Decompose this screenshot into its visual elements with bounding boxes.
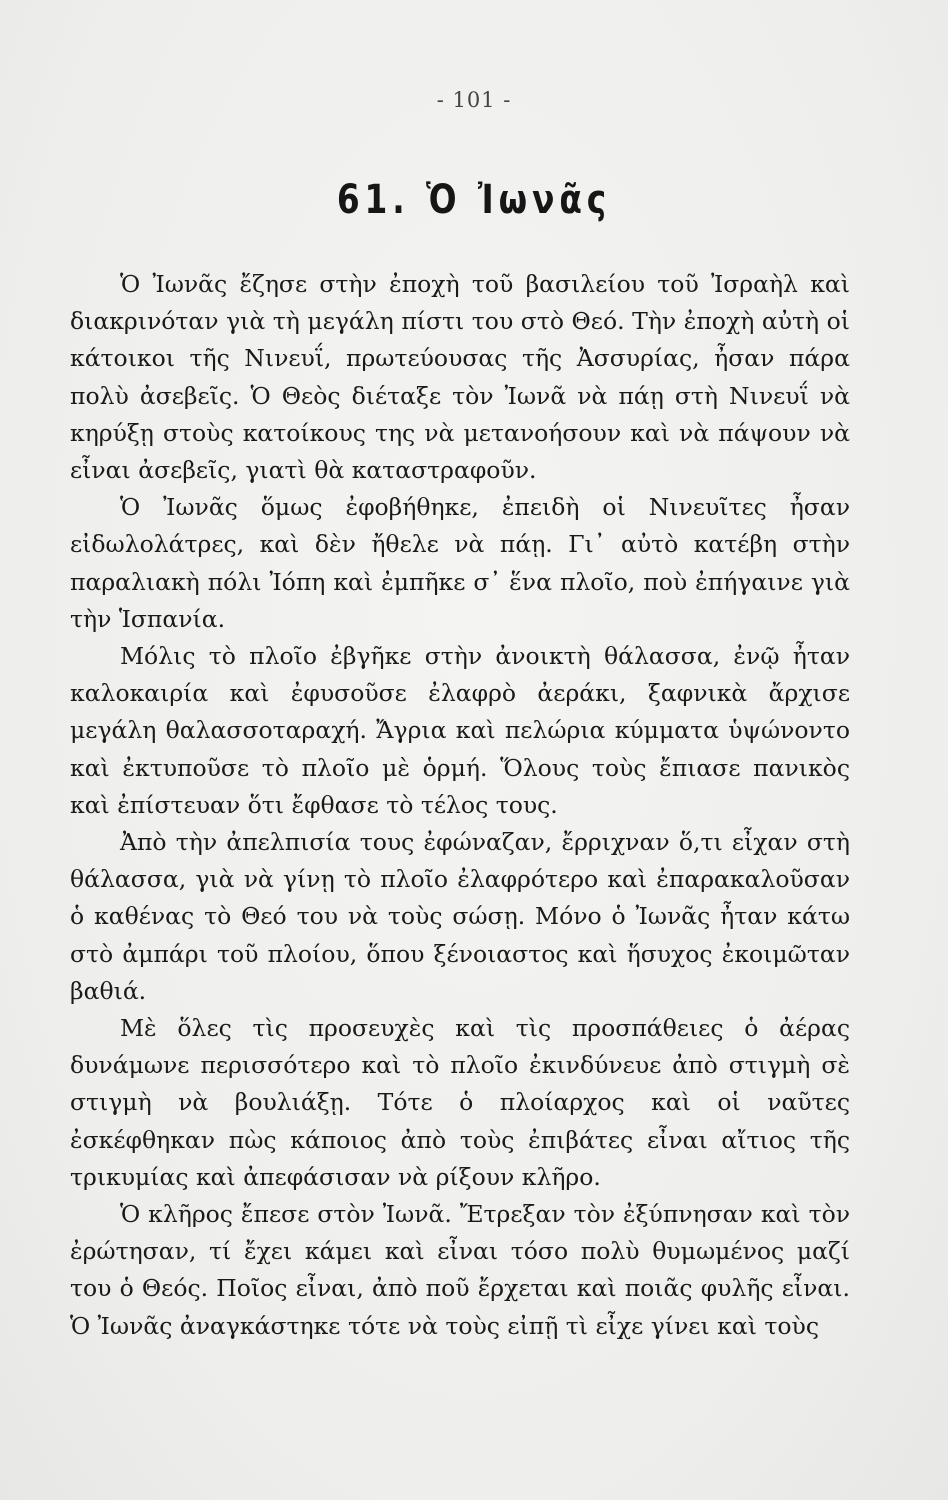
paragraph: Ὁ Ἰωνᾶς ὅμως ἐφοβήθηκε, ἐπειδὴ οἱ Νινευῖτες ἦσαν εἰδωλολάτρες, καὶ δὲν ἤθελε νὰ πάῃ. Γι᾽ αὐτὸ κατέβη στὴν παραλιακὴ πόλι Ἰόπη καὶ ἐμπῆκε σ᾽ ἕνα πλοῖο, ποὺ ἐπήγαινε γιὰ τὴν Ἱσπανία. [70, 493, 850, 633]
paragraph: Μόλις τὸ πλοῖο ἐβγῆκε στὴν ἀνοικτὴ θάλασσα, ἐνῷ ἦταν καλοκαιρία καὶ ἐφυσοῦσε ἐλαφρὸ ἀεράκι, ξαφνικὰ ἄρχισε μεγάλη θαλασσοταραχή. Ἄγρια καὶ πελώρια κύμματα ὑψώνοντο καὶ ἐκτυποῦσε τὸ πλοῖο μὲ ὁρμή. Ὅλους τοὺς ἔπιασε πανικὸς καὶ ἐπίστευαν ὅτι ἔφθασε τὸ τέλος τους. [70, 642, 850, 819]
chapter-title: 61. Ὁ Ἰωνᾶς [336, 177, 612, 223]
paragraph: Ὁ Ἰωνᾶς ἔζησε στὴν ἐποχὴ τοῦ βασιλείου τοῦ Ἰσραὴλ καὶ διακρινόταν γιὰ τὴ μεγάλη πίστι του στὸ Θεό. Τὴν ἐποχὴ αὐτὴ οἱ κάτοικοι τῆς Νινευΐ, πρωτεύουσας τῆς Ἀσσυρίας, ἦσαν πάρα πολὺ ἀσεβεῖς. Ὁ Θεὸς διέταξε τὸν Ἰωνᾶ νὰ πάῃ στὴ Νινευΐ νὰ κηρύξῃ στοὺς κατοίκους της νὰ μετανοήσουν καὶ νὰ πάψουν νὰ εἶναι ἀσεβεῖς, γιατὶ θὰ καταστραφοῦν. [70, 270, 850, 485]
paragraph: Μὲ ὅλες τὶς προσευχὲς καὶ τὶς προσπάθειες ὁ ἀέρας δυνάμωνε περισσότερο καὶ τὸ πλοῖο ἐκινδύνευε ἀπὸ στιγμὴ σὲ στιγμὴ νὰ βουλιάξῃ. Τότε ὁ πλοίαρχος καὶ οἱ ναῦτες ἐσκέφθηκαν πὼς κάποιος ἀπὸ τοὺς ἐπιβάτες εἶναι αἴτιος τῆς τρικυμίας καὶ ἀπεφάσισαν νὰ ρίξουν κλῆρο. [70, 1014, 850, 1191]
page-number: - 101 - [436, 88, 512, 112]
body-text [70, 266, 850, 1345]
paragraph: Ὁ κλῆρος ἔπεσε στὸν Ἰωνᾶ. Ἔτρεξαν τὸν ἐξύπνησαν καὶ τὸν ἐρώτησαν, τί ἔχει κάμει καὶ εἶναι τόσο πολὺ θυμωμένος μαζί του ὁ Θεός. Ποῖος εἶναι, ἀπὸ ποῦ ἔρχεται καὶ ποιᾶς φυλῆς εἶναι. Ὁ Ἰωνᾶς ἀναγκάστηκε τότε νὰ τοὺς εἰπῇ τὶ εἶχε γίνει καὶ τοὺς [70, 1200, 850, 1340]
paragraph: Ἀπὸ τὴν ἀπελπισία τους ἐφώναζαν, ἔρριχναν ὅ,τι εἶχαν στὴ θάλασσα, γιὰ νὰ γίνῃ τὸ πλοῖο ἐλαφρότερο καὶ ἐπαρακαλοῦσαν ὁ καθένας τὸ Θεό του νὰ τοὺς σώσῃ. Μόνο ὁ Ἰωνᾶς ἦταν κάτω στὸ ἀμπάρι τοῦ πλοίου, ὅπου ξένοιαστος καὶ ἥσυχος ἐκοιμῶταν βαθιά. [70, 828, 850, 1005]
